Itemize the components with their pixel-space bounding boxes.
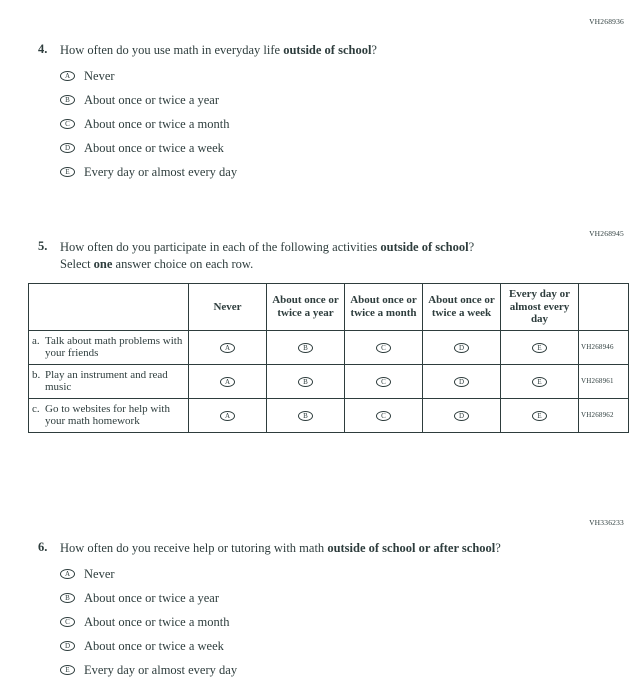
answer-bubble-icon[interactable]: E — [532, 343, 547, 353]
item-code-q6: VH336233 — [589, 518, 624, 527]
answer-bubble-icon[interactable]: C — [60, 119, 75, 129]
row-label-text: Talk about math problems with your friends — [45, 334, 183, 360]
answer-bubble-icon[interactable]: D — [454, 343, 469, 353]
q6-option-year[interactable] — [60, 592, 501, 605]
answer-bubble-icon[interactable]: B — [298, 411, 313, 421]
question-5-text-part1: How often do you participate in each of the following activities — [60, 240, 381, 254]
row-a-label-cell — [29, 330, 189, 364]
answer-bubble-icon[interactable]: E — [60, 665, 75, 675]
answer-bubble-icon[interactable]: E — [532, 411, 547, 421]
question-6-text-part1: How often do you receive help or tutoring with math — [60, 541, 328, 555]
header-never: Never — [189, 284, 267, 331]
option-label: Never — [84, 68, 115, 83]
row-a-bubble-never[interactable] — [189, 330, 267, 364]
row-b-bubble-month[interactable] — [345, 364, 423, 398]
q4-option-week[interactable] — [60, 142, 377, 155]
question-5-text-part3: answer choice on each row. — [112, 256, 254, 271]
row-c-bubble-never[interactable] — [189, 398, 267, 432]
option-label: About once or twice a year — [84, 590, 220, 605]
header-year: About once or twice a year — [267, 284, 345, 331]
row-a-bubble-week[interactable] — [423, 330, 501, 364]
q4-option-everyday[interactable] — [60, 166, 377, 179]
option-label: Every day or almost every day — [84, 164, 238, 179]
option-label: About once or twice a week — [84, 140, 224, 155]
row-letter: c. — [32, 402, 40, 415]
answer-bubble-icon[interactable]: B — [298, 343, 313, 353]
question-5-text-part2: ? Select — [60, 240, 475, 271]
answer-bubble-icon[interactable]: B — [298, 377, 313, 387]
row-b-bubble-week[interactable] — [423, 364, 501, 398]
row-letter: b. — [32, 368, 41, 381]
option-label: About once or twice a year — [84, 92, 220, 107]
question-5 — [38, 239, 500, 273]
question-5-text-bold1: outside of school — [380, 240, 469, 254]
row-a-code: VH268946 — [579, 330, 629, 364]
question-6-text — [60, 540, 501, 557]
row-label-text: Go to websites for help with your math homework — [45, 402, 170, 428]
answer-bubble-icon[interactable]: B — [60, 593, 75, 603]
row-b-label-cell — [29, 364, 189, 398]
question-6-options — [60, 568, 501, 677]
answer-bubble-icon[interactable]: D — [60, 641, 75, 651]
option-label: About once or twice a month — [84, 614, 230, 629]
table-header-row — [29, 284, 629, 331]
question-5-matrix-table — [28, 283, 629, 433]
header-code-blank — [579, 284, 629, 331]
q4-option-never[interactable] — [60, 70, 377, 83]
question-4 — [38, 42, 377, 190]
q6-option-never[interactable] — [60, 568, 501, 581]
question-5-text — [60, 239, 500, 273]
option-label: About once or twice a week — [84, 638, 224, 653]
row-c-label-cell — [29, 398, 189, 432]
q4-option-year[interactable] — [60, 94, 377, 107]
row-a-bubble-year[interactable] — [267, 330, 345, 364]
option-label: About once or twice a month — [84, 116, 230, 131]
question-4-text — [60, 42, 377, 59]
answer-bubble-icon[interactable]: A — [60, 569, 75, 579]
question-6-text-bold: outside of school or after school — [327, 541, 496, 555]
answer-bubble-icon[interactable]: C — [376, 411, 391, 421]
header-everyday: Every day or almost every day — [501, 284, 579, 331]
row-a-bubble-month[interactable] — [345, 330, 423, 364]
row-c-bubble-year[interactable] — [267, 398, 345, 432]
row-c-bubble-week[interactable] — [423, 398, 501, 432]
answer-bubble-icon[interactable]: C — [376, 377, 391, 387]
question-4-text-part1: How often do you use math in everyday life — [60, 43, 284, 57]
table-row — [29, 330, 629, 364]
item-code-q4: VH268936 — [589, 17, 624, 26]
answer-bubble-icon[interactable]: D — [60, 143, 75, 153]
question-5-text-bold2: one — [93, 256, 113, 271]
q6-option-week[interactable] — [60, 640, 501, 653]
answer-bubble-icon[interactable]: C — [376, 343, 391, 353]
row-b-bubble-everyday[interactable] — [501, 364, 579, 398]
q6-option-everyday[interactable] — [60, 664, 501, 677]
question-4-text-part2: ? — [371, 43, 377, 57]
item-code-q5: VH268945 — [589, 229, 624, 238]
row-c-bubble-everyday[interactable] — [501, 398, 579, 432]
row-b-code: VH268961 — [579, 364, 629, 398]
header-month: About once or twice a month — [345, 284, 423, 331]
option-label: Every day or almost every day — [84, 662, 238, 677]
row-c-bubble-month[interactable] — [345, 398, 423, 432]
answer-bubble-icon[interactable]: E — [532, 377, 547, 387]
question-5-number: 5. — [38, 239, 48, 253]
q6-option-month[interactable] — [60, 616, 501, 629]
table-row — [29, 364, 629, 398]
question-4-text-bold: outside of school — [283, 43, 372, 57]
answer-bubble-icon[interactable]: D — [454, 411, 469, 421]
answer-bubble-icon[interactable]: C — [60, 617, 75, 627]
row-b-bubble-year[interactable] — [267, 364, 345, 398]
row-b-bubble-never[interactable] — [189, 364, 267, 398]
q4-option-month[interactable] — [60, 118, 377, 131]
table-row — [29, 398, 629, 432]
row-a-bubble-everyday[interactable] — [501, 330, 579, 364]
answer-bubble-icon[interactable]: E — [60, 167, 75, 177]
row-label-text: Play an instrument and read music — [45, 368, 168, 394]
answer-bubble-icon[interactable]: A — [220, 411, 235, 421]
row-c-code: VH268962 — [579, 398, 629, 432]
header-week: About once or twice a week — [423, 284, 501, 331]
answer-bubble-icon[interactable]: B — [60, 95, 75, 105]
question-6-number: 6. — [38, 540, 48, 554]
question-4-number: 4. — [38, 42, 48, 56]
question-6-text-part2: ? — [495, 541, 501, 555]
header-blank — [29, 284, 189, 331]
answer-bubble-icon[interactable]: D — [454, 377, 469, 387]
question-6 — [38, 540, 501, 688]
option-label: Never — [84, 566, 115, 581]
question-4-options — [60, 70, 377, 179]
answer-bubble-icon[interactable]: A — [220, 343, 235, 353]
row-letter: a. — [32, 334, 40, 347]
answer-bubble-icon[interactable]: A — [60, 71, 75, 81]
answer-bubble-icon[interactable]: A — [220, 377, 235, 387]
